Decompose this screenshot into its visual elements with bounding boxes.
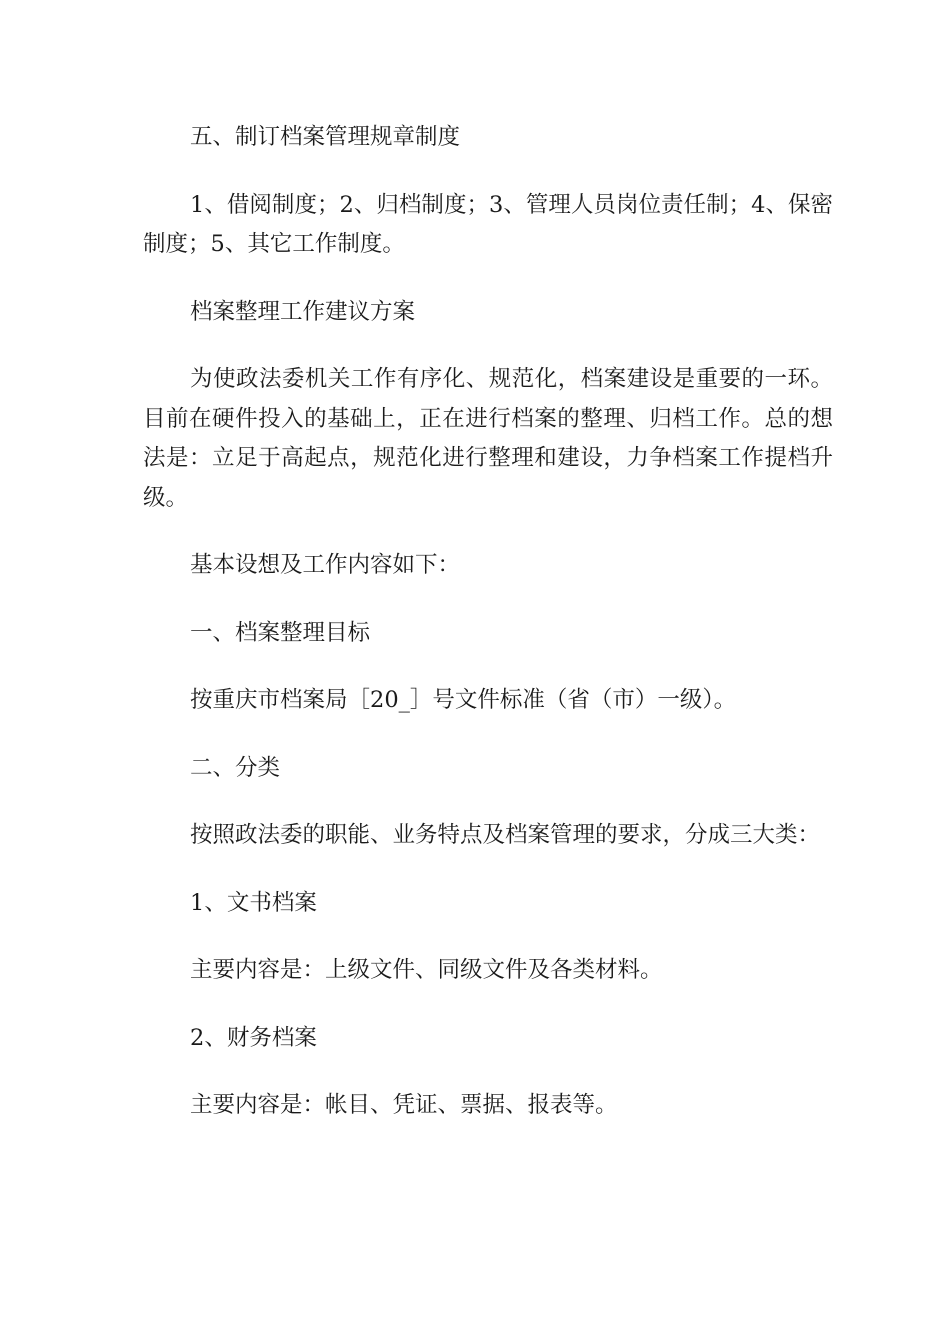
paragraph-basic-ideas: 基本设想及工作内容如下： <box>190 552 461 578</box>
paragraph-proposal-intro: 为使政法委机关工作有序化、规范化，档案建设是重要的一环。目前在硬件投入的基础上，正在进行档案的整理、归档工作。总的想法是：立足于高起点，规范化进行整理和建设，力争档案工作提档升级。 <box>143 366 833 511</box>
section-heading-goal: 一、档案整理目标 <box>190 619 371 646</box>
paragraph-goal-standard: 按重庆市档案局［20_］号文件标准（省（市）一级）。 <box>190 687 737 713</box>
paragraph-classification: 按照政法委的职能、业务特点及档案管理的要求，分成三大类： <box>190 822 821 848</box>
section-heading-classification: 二、分类 <box>190 754 281 781</box>
subheading-document-archive: 1、文书档案 <box>190 889 317 916</box>
document-body <box>143 118 833 1126</box>
paragraph-regulation-list: 1、借阅制度；2、归档制度；3、管理人员岗位责任制；4、保密制度；5、其它工作制度。 <box>143 191 833 257</box>
section-heading-regulations: 五、制订档案管理规章制度 <box>190 124 461 150</box>
section-heading-proposal: 档案整理工作建议方案 <box>190 298 416 325</box>
subheading-finance-archive: 2、财务档案 <box>190 1024 317 1051</box>
paragraph-document-archive-content: 主要内容是：上级文件、同级文件及各类材料。 <box>190 957 663 983</box>
paragraph-finance-archive-content: 主要内容是：帐目、凭证、票据、报表等。 <box>190 1092 618 1118</box>
